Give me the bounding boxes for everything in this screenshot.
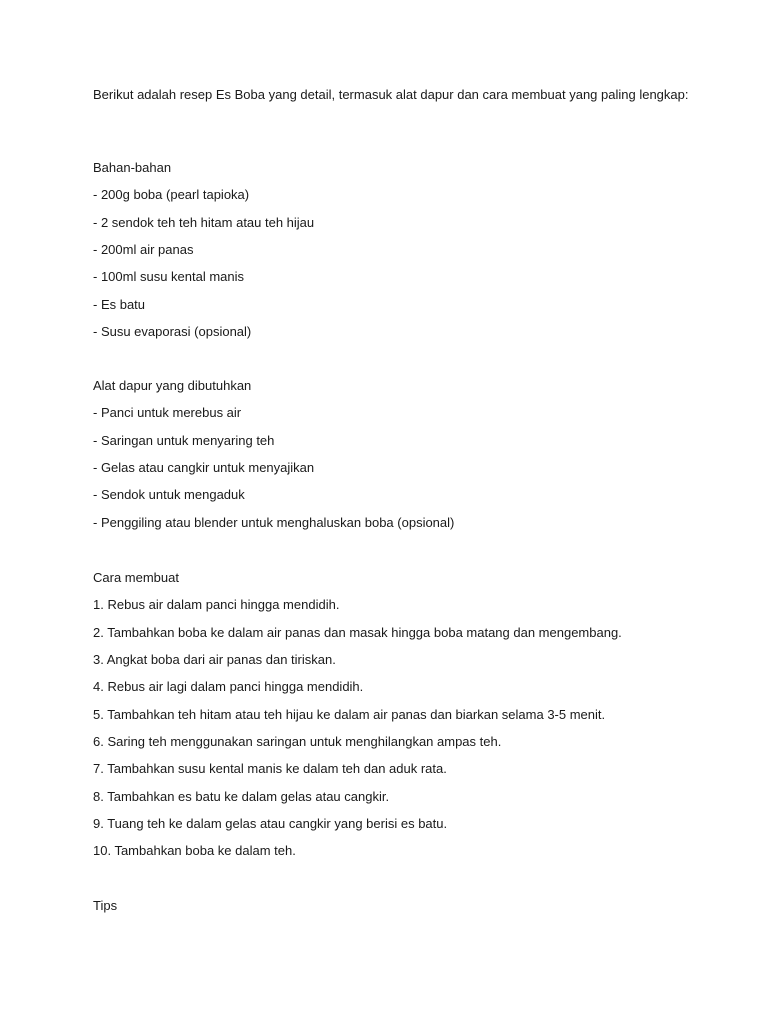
list-item: 5. Tambahkan teh hitam atau teh hijau ke dalam air panas dan biarkan selama 3-5 menit. (93, 706, 606, 722)
list-item: 8. Tambahkan es batu ke dalam gelas atau cangkir. (93, 788, 390, 804)
section-tools (93, 377, 454, 532)
ingredients-list (93, 186, 314, 341)
section-heading-tips: Tips (93, 898, 118, 913)
list-item: 7. Tambahkan susu kental manis ke dalam teh dan aduk rata. (93, 761, 447, 777)
list-item: - Sendok untuk mengaduk (93, 487, 245, 503)
list-item: 9. Tuang teh ke dalam gelas atau cangkir yang berisi es batu. (93, 816, 448, 832)
list-item: 6. Saring teh menggunakan saringan untuk menghilangkan ampas teh. (93, 734, 502, 750)
list-item: - 200ml air panas (93, 242, 194, 258)
list-item: - Es batu (93, 296, 146, 312)
list-item: - Penggiling atau blender untuk menghaluskan boba (opsional) (93, 514, 455, 530)
section-ingredients (93, 159, 314, 341)
intro-paragraph: Berikut adalah resep Es Boba yang detail, termasuk alat dapur dan cara membuat yang paling lengkap: (93, 87, 689, 102)
steps-list (93, 596, 622, 860)
list-item: - Panci untuk merebus air (93, 405, 242, 421)
section-tips (93, 897, 117, 924)
list-item: - 2 sendok teh teh hitam atau teh hijau (93, 214, 315, 230)
section-steps (93, 569, 622, 860)
list-item: - 200g boba (pearl tapioka) (93, 187, 250, 203)
list-item: - 100ml susu kental manis (93, 269, 245, 285)
tools-list (93, 404, 454, 531)
section-heading-steps: Cara membuat (93, 570, 179, 585)
list-item: - Gelas atau cangkir untuk menyajikan (93, 460, 315, 476)
section-heading-ingredients: Bahan-bahan (93, 160, 172, 175)
list-item: 1. Rebus air dalam panci hingga mendidih. (93, 597, 340, 613)
list-item: - Saringan untuk menyaring teh (93, 432, 275, 448)
list-item: 3. Angkat boba dari air panas dan tiriskan. (93, 652, 336, 668)
list-item: 10. Tambahkan boba ke dalam teh. (93, 843, 296, 859)
list-item: 4. Rebus air lagi dalam panci hingga mendidih. (93, 679, 364, 695)
list-item: 2. Tambahkan boba ke dalam air panas dan masak hingga boba matang dan mengembang. (93, 624, 622, 640)
list-item: - Susu evaporasi (opsional) (93, 324, 252, 340)
section-heading-tools: Alat dapur yang dibutuhkan (93, 378, 252, 393)
